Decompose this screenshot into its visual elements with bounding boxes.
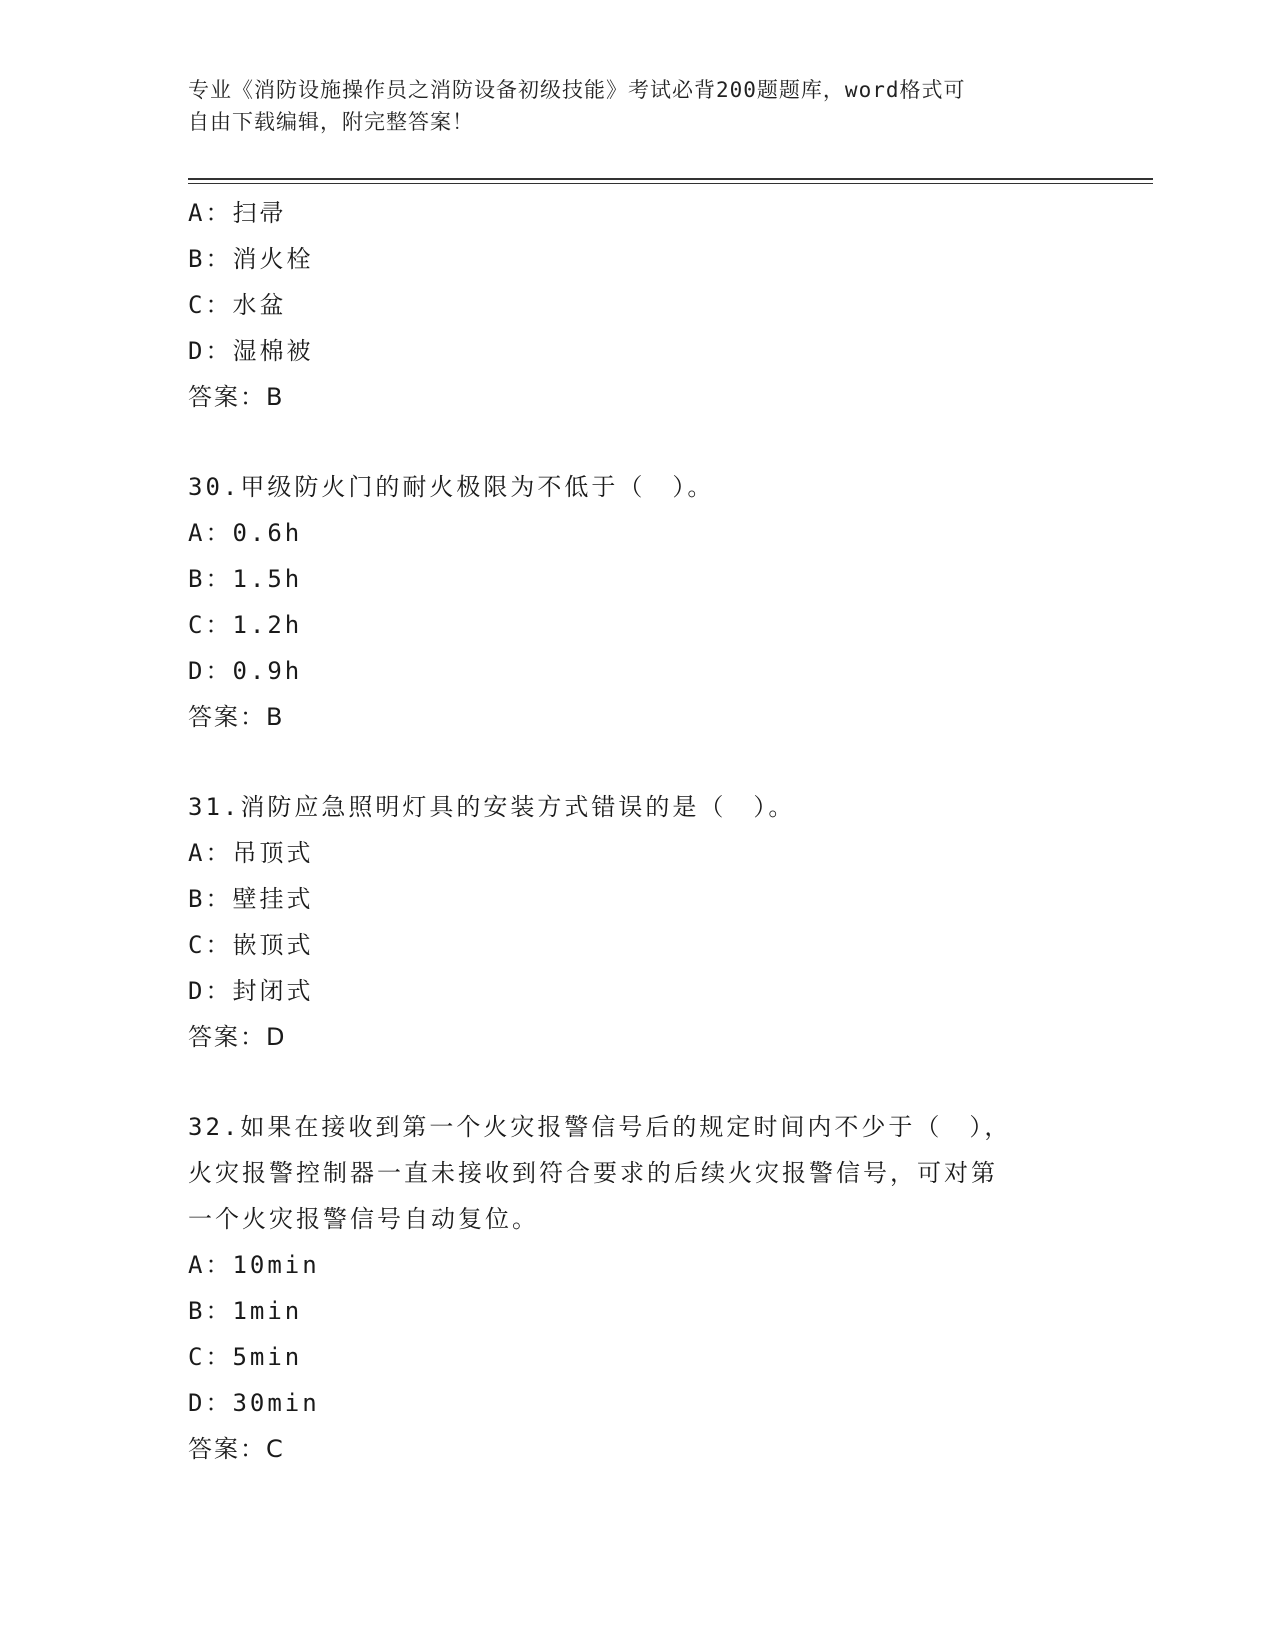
option-a: A：扫帚 — [188, 199, 287, 227]
option-a: A：吊顶式 — [188, 839, 314, 867]
question-32 — [188, 1104, 1068, 1472]
question-text-line-1: 32.如果在接收到第一个火灾报警信号后的规定时间内不少于（ ）， — [188, 1113, 1012, 1141]
header-line-1: 专业《消防设施操作员之消防设备初级技能》考试必背200题题库，word格式可 — [188, 78, 966, 102]
option-a: A：10min — [188, 1251, 320, 1279]
option-c: C：5min — [188, 1343, 303, 1371]
answer-text: 答案：D — [188, 1023, 287, 1051]
question-list — [188, 190, 1068, 1472]
answer-text: 答案：B — [188, 703, 285, 731]
question-text-line-2: 火灾报警控制器一直未接收到符合要求的后续火灾报警信号，可对第 — [188, 1159, 998, 1187]
document-header — [188, 74, 1068, 138]
question-text: 30.甲级防火门的耐火极限为不低于（ ）。 — [188, 473, 715, 501]
option-d: D：30min — [188, 1389, 320, 1417]
option-a: A：0.6h — [188, 519, 303, 547]
option-d: D：封闭式 — [188, 977, 314, 1005]
header-divider — [188, 178, 1153, 180]
option-c: C：嵌顶式 — [188, 931, 314, 959]
header-line-2: 自由下载编辑，附完整答案！ — [188, 110, 474, 134]
question-30 — [188, 464, 1068, 740]
answer-text: 答案：B — [188, 383, 285, 411]
option-b: B：壁挂式 — [188, 885, 314, 913]
option-d: D：湿棉被 — [188, 337, 314, 365]
question-29 — [188, 190, 1068, 420]
question-text: 31.消防应急照明灯具的安装方式错误的是（ ）。 — [188, 793, 796, 821]
header-divider-secondary — [188, 183, 1153, 184]
option-b: B：1min — [188, 1297, 303, 1325]
option-d: D：0.9h — [188, 657, 303, 685]
option-b: B：消火栓 — [188, 245, 314, 273]
question-text-line-3: 一个火灾报警信号自动复位。 — [188, 1205, 539, 1233]
option-c: C：水盆 — [188, 291, 287, 319]
answer-text: 答案：C — [188, 1435, 285, 1463]
option-c: C：1.2h — [188, 611, 303, 639]
question-31 — [188, 784, 1068, 1060]
option-b: B：1.5h — [188, 565, 303, 593]
